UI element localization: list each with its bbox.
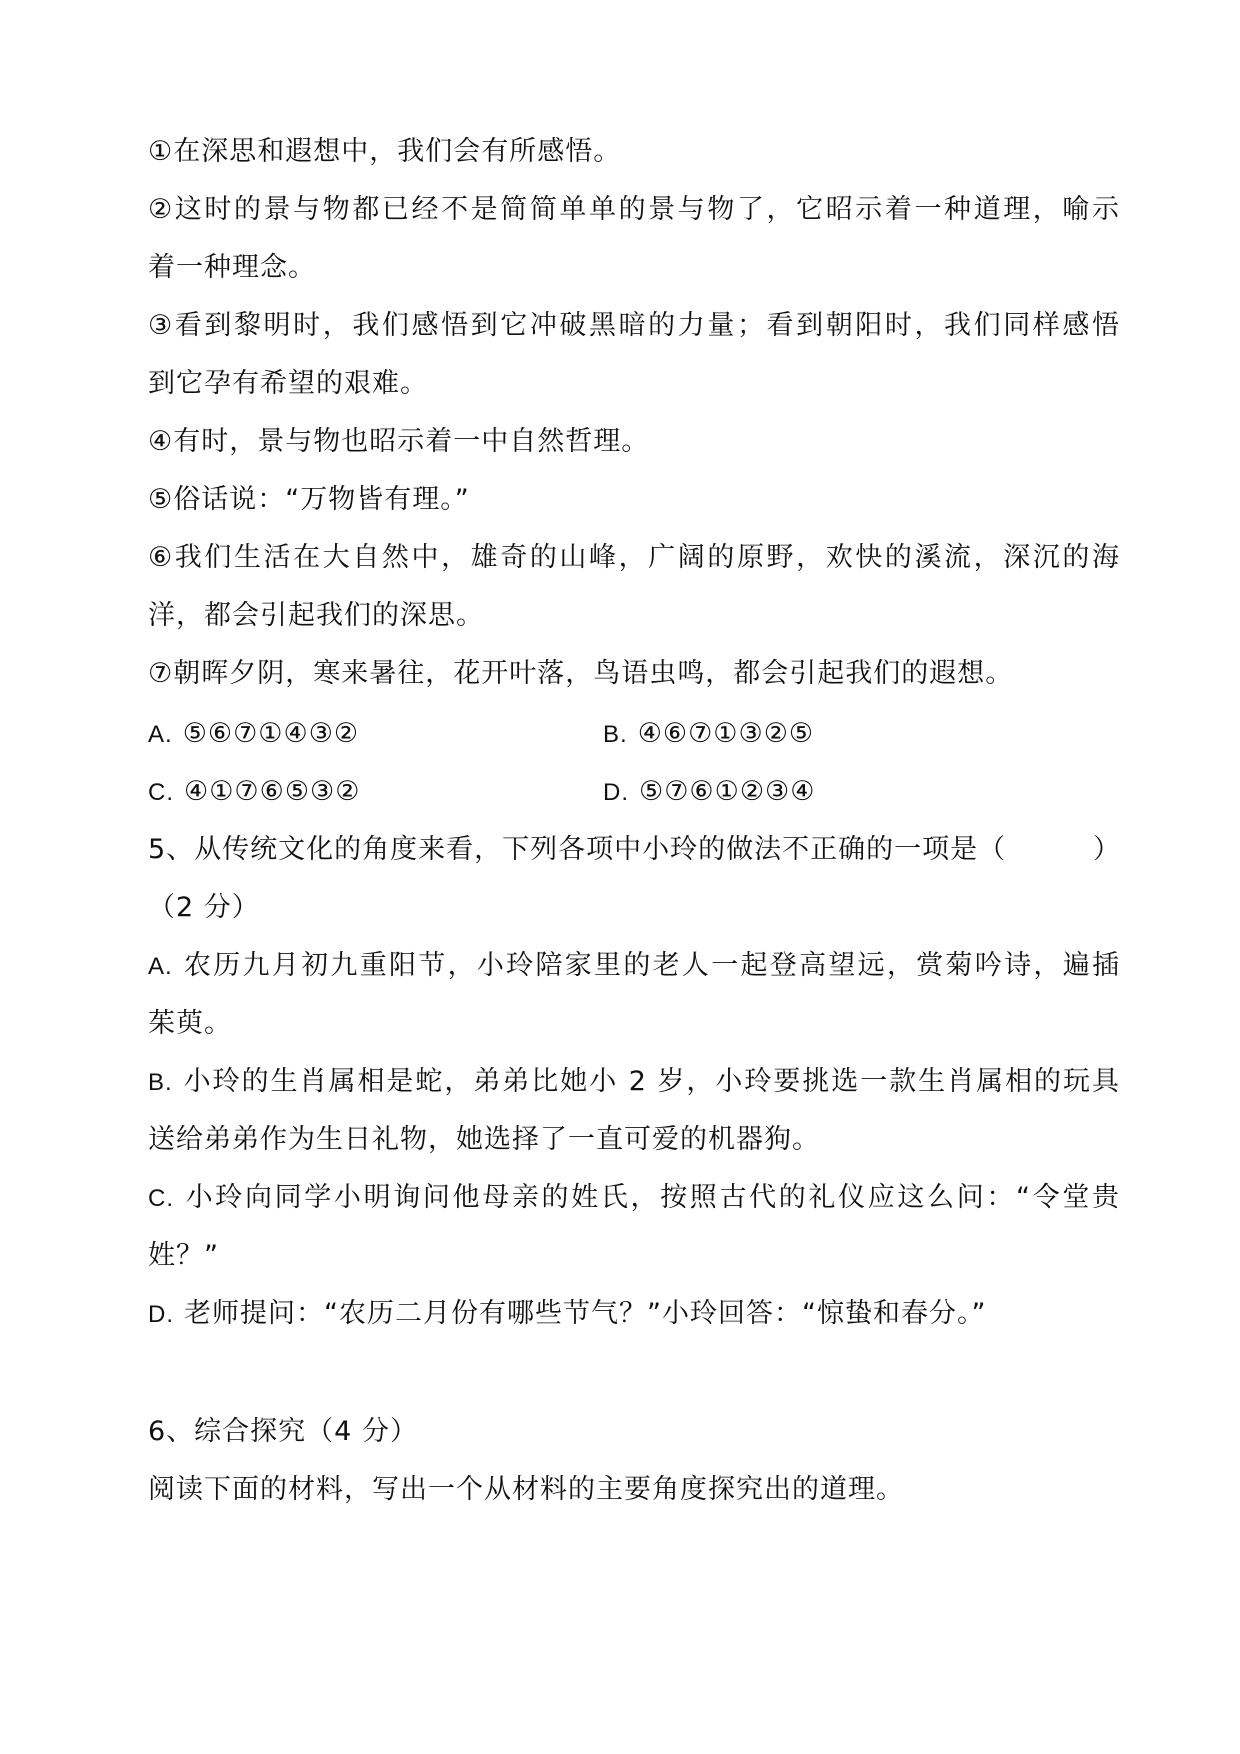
- q5-option-b-text-1: 小玲的生肖属相是蛇，弟弟比她小 2 岁，小玲要挑选一款生肖属相的玩具: [182, 1066, 1120, 1097]
- q4-option-b-letter: B.: [603, 721, 628, 748]
- q5-stem-text: 5、从传统文化的角度来看，下列各项中小玲的做法不正确的一项是（: [148, 834, 1007, 865]
- q6-title: 6、综合探究（4 分）: [148, 1416, 418, 1447]
- q5-score: （2 分）: [148, 892, 260, 923]
- sentence-3-line-1: ③看到黎明时，我们感悟到它冲破黑暗的力量；看到朝阳时，我们同样感悟: [148, 310, 1120, 341]
- q5-option-b-line-2: 送给弟弟作为生日礼物，她选择了一直可爱的机器狗。: [148, 1124, 820, 1155]
- q4-option-c-letter: C.: [148, 779, 174, 806]
- q4-option-d-letter: D.: [603, 779, 629, 806]
- sentence-3-line-2: 到它孕有希望的艰难。: [148, 368, 428, 399]
- q4-options-row-2: [148, 774, 1120, 810]
- sentence-6-line-2: 洋，都会引起我们的深思。: [148, 600, 484, 631]
- sentence-4: ④有时，景与物也昭示着一中自然哲理。: [148, 426, 650, 457]
- q5-option-b-letter: B.: [148, 1069, 173, 1096]
- q5-option-a-line-1: [148, 948, 1120, 984]
- q5-option-d-letter: D.: [148, 1301, 174, 1328]
- q4-options-row-1: [148, 716, 1120, 752]
- q6-instruction: 阅读下面的材料，写出一个从材料的主要角度探究出的道理。: [148, 1474, 904, 1505]
- sentence-7: ⑦朝晖夕阴，寒来暑往，花开叶落，鸟语虫鸣，都会引起我们的遐想。: [148, 658, 1014, 689]
- q4-option-b: [603, 716, 814, 753]
- q5-option-d: [148, 1296, 986, 1333]
- q4-option-a-text: ⑤⑥⑦①④③②: [182, 718, 360, 749]
- q4-option-c: [148, 774, 360, 811]
- q4-option-b-text: ④⑥⑦①③②⑤: [637, 718, 815, 749]
- q5-option-c-letter: C.: [148, 1185, 174, 1212]
- sentence-1: ①在深思和遐想中，我们会有所感悟。: [148, 136, 622, 167]
- q5-option-d-line-1: [148, 1296, 1120, 1332]
- q4-option-a: [148, 716, 359, 753]
- q5-option-a-line-2: 茱萸。: [148, 1008, 232, 1039]
- q5-option-a-text-1: 农历九月初九重阳节，小玲陪家里的老人一起登高望远，赏菊吟诗，遍插: [182, 950, 1120, 981]
- q5-option-c-text-1: 小玲向同学小明询问他母亲的姓氏，按照古代的礼仪应这么问：“令堂贵: [184, 1182, 1120, 1213]
- q4-option-d: [603, 774, 815, 811]
- q5-option-d-text-1: 老师提问：“农历二月份有哪些节气？”小玲回答：“惊蛰和春分。”: [184, 1298, 987, 1329]
- q4-option-a-letter: A.: [148, 721, 173, 748]
- q5-answer-paren-close: ）: [1093, 834, 1120, 865]
- q4-option-c-text: ④①⑦⑥⑤③②: [184, 776, 361, 807]
- q5-option-c-line-2: 姓？”: [148, 1240, 219, 1271]
- q5-option-b-line-1: [148, 1064, 1120, 1100]
- q5-option-c-line-1: [148, 1180, 1120, 1216]
- q5-stem: [148, 832, 1120, 868]
- sentence-2-line-2: 着一种理念。: [148, 252, 316, 283]
- sentence-5: ⑤俗话说：“万物皆有理。”: [148, 484, 470, 515]
- q4-option-d-text: ⑤⑦⑥①②③④: [639, 776, 816, 807]
- sentence-2-line-1: ②这时的景与物都已经不是简简单单的景与物了，它昭示着一种道理，喻示: [148, 194, 1120, 225]
- sentence-6-line-1: ⑥我们生活在大自然中，雄奇的山峰，广阔的原野，欢快的溪流，深沉的海: [148, 542, 1120, 573]
- q5-option-a-letter: A.: [148, 953, 173, 980]
